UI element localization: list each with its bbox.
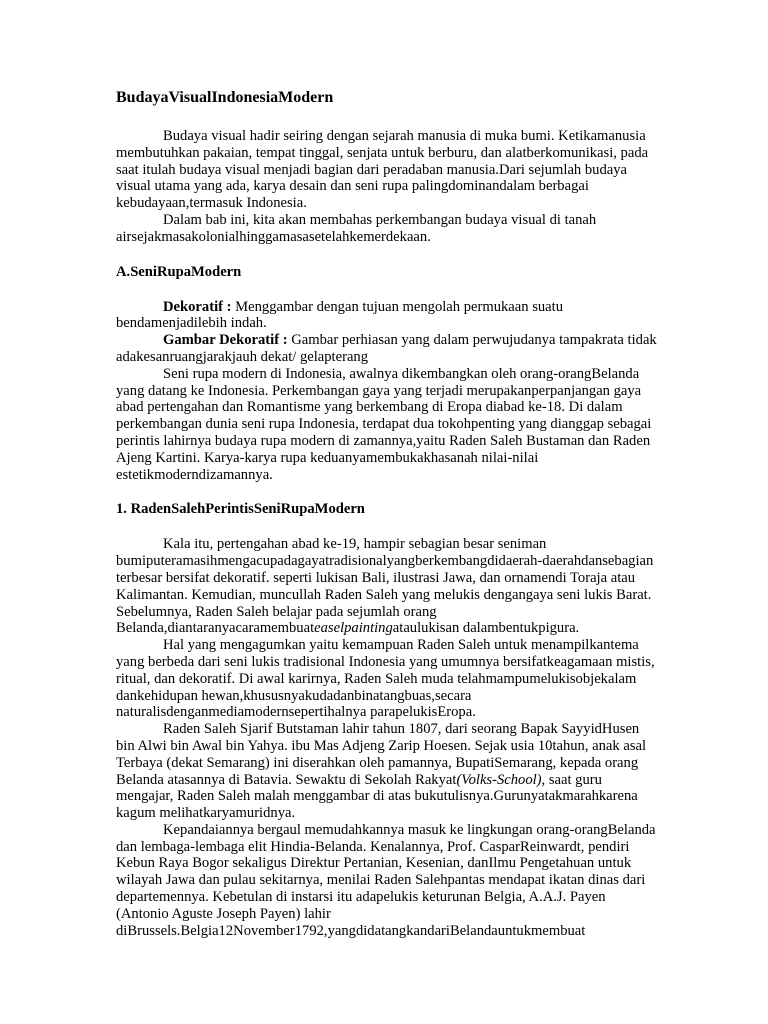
gambar-dekoratif-term: Gambar Dekoratif : xyxy=(163,332,288,349)
section-a-paragraph: Seni rupa modern di Indonesia, awalnya dikembangkan oleh orang-orangBelanda yang datang ke Indonesia. Perkembangan gaya yang terjadi merupakanperpanjangan gaya abad pertengahan dan Romantisme yang berkembang di Eropa diabad ke-18. Di dalam perkembangan dunia seni rupa Indonesia, terdapat dua tokohpenting yang dianggap sebagai perintis lahirnya budaya rupa modern di zamannya,yaitu Raden Saleh Bustaman dan Raden Ajeng Kartini. Karya-karya rupa keduanyamembukakhasanah nilai-nilai estetikmoderndizamannya. xyxy=(116,365,652,483)
dekoratif-definition xyxy=(116,299,658,333)
volks-school-term: (Volks-School) xyxy=(456,771,542,788)
section-1-paragraph-3-start: Raden Saleh Sjarif Butstaman lahir tahun 1807, dari seorang Bapak SayyidHusen bin Alwi bin Awal bin Yahya. ibu Mas Adjeng Zarip Hoesen. Sejak usia 10tahun, anak asal Terbaya (dekat Semarang) ini diserahkan oleh pamannya, BupatiSemarang, kepada orang Belanda atasannya di Batavia. Sewaktu di Sekolah Rakyat xyxy=(116,721,647,788)
section-1-paragraph-3-end: , saat guru mengajar, Raden Saleh malah menggambar di atas bukutulisnya.Gurunyatakmarahkarena kagum melihatkaryamuridnya. xyxy=(116,771,638,822)
gambar-dekoratif-definition xyxy=(116,332,658,366)
section-1-paragraph-4: Kepandaiannya bergaul memudahkannya masuk ke lingkungan orang-orangBelanda dan lembaga-lembaga elit Hindia-Belanda. Kenalannya, Prof. CasparReinwardt, pendiri Kebun Raya Bogor sekaligus Direktur Pertanian, Kesenian, danIlmu Pengetahuan untuk wilayah Jawa dan pulau sekitarnya, menilai Raden Salehpantas mendapat ikatan dinas dari departemennya. Kebetulan di instarsi itu adapelukis keturunan Belgia, A.A.J. Payen (Antonio Aguste Joseph Payen) lahir diBrussels.Belgia12November1792,yangdidatangkandariBelandauntukmembuat xyxy=(116,821,656,939)
easel-painting-term: easelpainting xyxy=(314,620,393,637)
section-1-heading: 1. RadenSalehPerintisSeniRupaModern xyxy=(116,501,365,518)
dekoratif-term: Dekoratif : xyxy=(163,298,232,315)
document-title: BudayaVisualIndonesiaModern xyxy=(116,89,334,106)
section-1-paragraph-3 xyxy=(116,721,658,822)
gambar-dekoratif-text: Gambar perhiasan yang dalam perwujudanya tampakrata tidak adakesanruangjarakjauh dekat/ gelapterang xyxy=(116,332,657,365)
section-a-heading: A.SeniRupaModern xyxy=(116,263,242,280)
intro-paragraph-1: Budaya visual hadir seiring dengan sejarah manusia di muka bumi. Ketikamanusia membutuhkan pakaian, tempat tinggal, senjata untuk berburu, dan alatberkomunikasi, pada saat itulah budaya visual menjadi bagian dari peradaban manusia.Dari sejumlah budaya visual utama yang ada, karya desain dan seni rupa palingdominandalam berbagai kebudayaan,termasuk Indonesia. xyxy=(116,128,649,212)
section-1-paragraph-1-end: ataulukisan dalambentukpigura. xyxy=(392,620,580,637)
dekoratif-text: Menggambar dengan tujuan mengolah permukaan suatu bendamenjadilebih indah. xyxy=(116,298,564,332)
intro-paragraph-2: Dalam bab ini, kita akan membahas perkembangan budaya visual di tanah airsejakmasakolonialhinggamasasetelahkemerdekaan. xyxy=(116,211,597,245)
section-1-paragraph-1 xyxy=(116,536,658,637)
section-1-paragraph-2: Hal yang mengagumkan yaitu kemampuan Raden Saleh untuk menampilkantema yang berbeda dari seni lukis tradisional Indonesia yang umumnya bersifatkeagamaan mistis, ritual, dan dekoratif. Di awal karirnya, Raden Saleh muda telahmampumelukisobjekalam dankehidupan hewan,khususnyakudadanbinatangbuas,secara naturalisdenganmediamodernsepertihalnya parapelukisEropa. xyxy=(116,637,655,721)
section-1-paragraph-1-start: Kala itu, pertengahan abad ke-19, hampir sebagian besar seniman bumiputeramasihmengacupadagayatradisionalyangberkembangdidaerah-daerahdansebagian terbesar bersifat dekoratif. seperti lukisan Bali, ilustrasi Jawa, dan ornamendi Toraja atau Kalimantan. Kemudian, muncullah Raden Saleh yang melukis dengangaya seni lukis Barat. Sebelumnya, Raden Saleh belajar pada sejumlah orang Belanda,diantaranyacaramembuat xyxy=(116,536,654,637)
document-page xyxy=(116,88,658,939)
